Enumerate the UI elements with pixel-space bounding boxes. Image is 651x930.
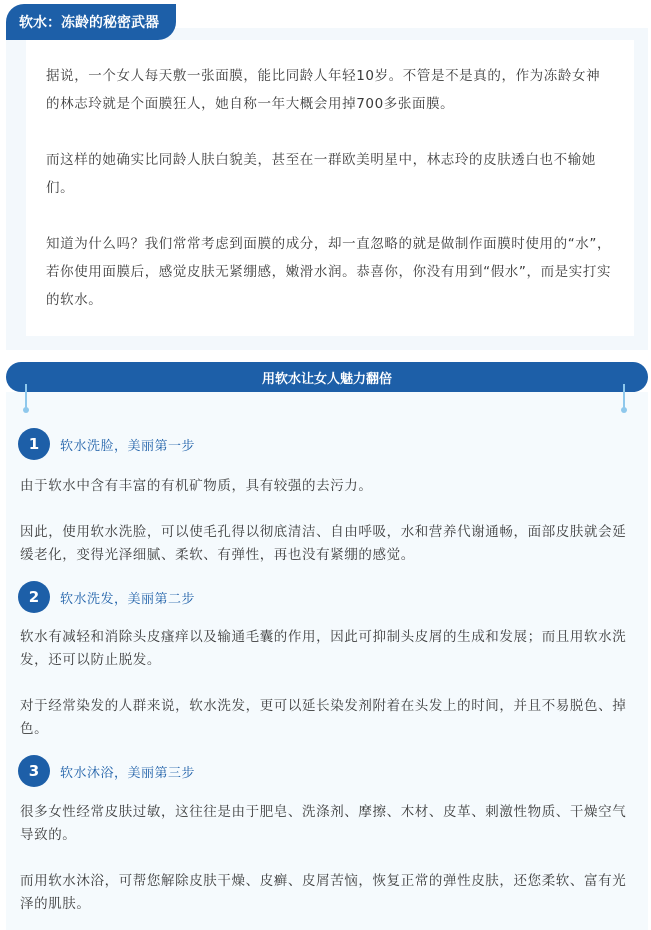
step-number-badge: 3 [18, 755, 50, 787]
step-paragraph: 由于软水中含有丰富的有机矿物质，具有较强的去污力。 [20, 478, 373, 494]
section-title: 软水：冻龄的秘密武器 [19, 15, 159, 31]
step-paragraph: 软水有减轻和消除头皮瘙痒以及输通毛囊的作用，因此可抑制头皮屑的生成和发展；而且用软水洗发，还可以防止脱发。 [20, 629, 627, 668]
step-number-badge: 2 [18, 581, 50, 613]
step-paragraph: 对于经常染发的人群来说，软水洗发，更可以延长染发剂附着在头发上的时间，并且不易脱色、掉色。 [20, 698, 627, 737]
tips-banner-title: 用软水让女人魅力翻倍 [261, 371, 392, 387]
section-title-tab [6, 4, 176, 40]
step-title: 软水洗发，美丽第二步 [60, 591, 196, 607]
step-header [18, 755, 195, 787]
intro-text-card [26, 40, 634, 336]
step-paragraph: 而用软水沐浴，可帮您解除皮肤干燥、皮癣、皮屑苦恼，恢复正常的弹性皮肤，还您柔软、富有光泽的肌肤。 [20, 873, 627, 912]
step-title: 软水洗脸，美丽第一步 [60, 438, 196, 454]
step-header [18, 428, 195, 460]
step-title: 软水沐浴，美丽第三步 [60, 765, 196, 781]
step-number-badge: 1 [18, 428, 50, 460]
step-header [18, 581, 195, 613]
tips-banner [6, 362, 648, 392]
intro-paragraph: 据说，一个女人每天敷一张面膜，能比同龄人年轻10岁。不管是不是真的，作为冻龄女神的林志玲就是个面膜狂人，她自称一年大概会用掉700多张面膜。 [46, 68, 601, 112]
step-paragraph: 因此，使用软水洗脸，可以使毛孔得以彻底清洁、自由呼吸，水和营养代谢通畅，面部皮肤就会延缓老化，变得光泽细腻、柔软、有弹性，再也没有紧绷的感觉。 [20, 524, 627, 563]
intro-paragraph: 知道为什么吗？我们常常考虑到面膜的成分，却一直忽略的就是做制作面膜时使用的“水”，若你使用面膜后，感觉皮肤无紧绷感，嫩滑水润。恭喜你，你没有用到“假水”，而是实打实的软水。 [46, 236, 612, 308]
banner-hanger-left [25, 384, 27, 410]
banner-hanger-right [623, 384, 625, 410]
step-paragraph: 很多女性经常皮肤过敏，这往往是由于肥皂、洗涤剂、摩擦、木材、皮革、刺激性物质、干燥空气导致的。 [20, 804, 627, 843]
intro-paragraph: 而这样的她确实比同龄人肤白貌美，甚至在一群欧美明星中，林志玲的皮肤透白也不输她们。 [46, 152, 596, 196]
